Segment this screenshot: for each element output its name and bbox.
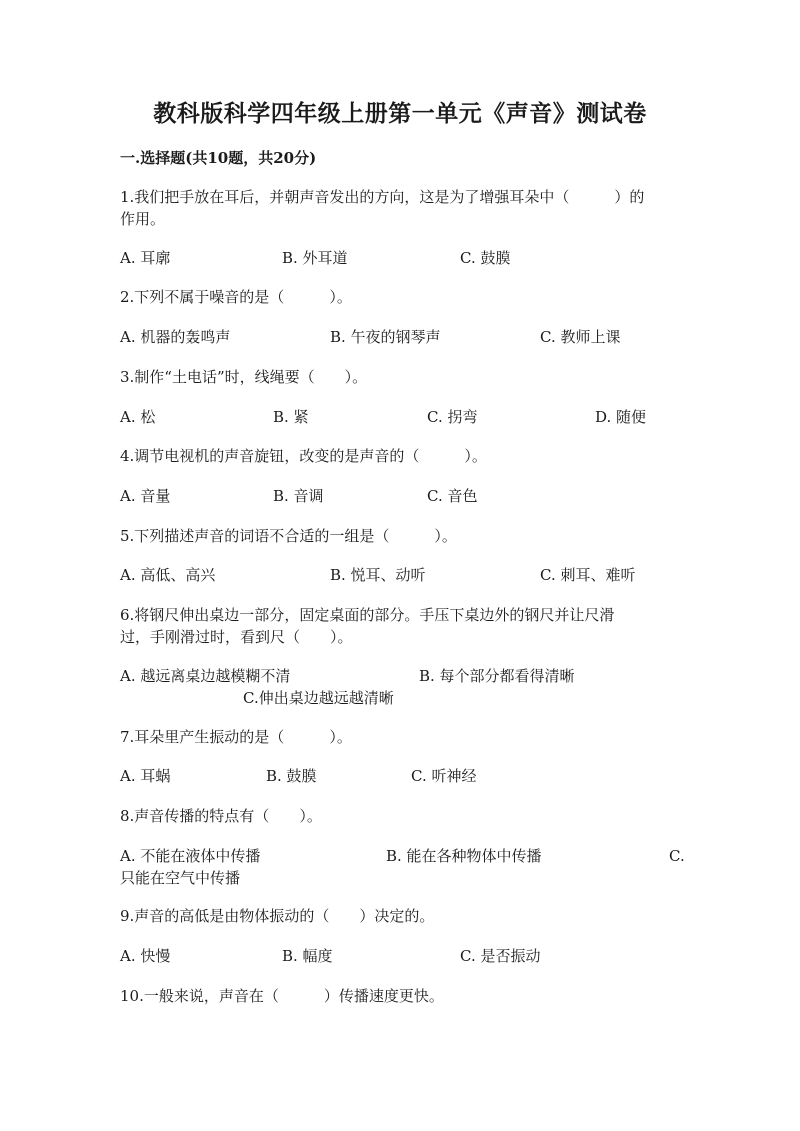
question-6-option-c[interactable]: C.伸出桌边越远越清晰 bbox=[243, 689, 394, 707]
question-7-line-1: 7.耳朵里产生振动的是（ ）。 bbox=[120, 728, 352, 746]
question-6-option-a[interactable]: A. 越远离桌边越模糊不清 bbox=[120, 667, 291, 685]
question-1-option-a[interactable]: A. 耳廓 bbox=[120, 249, 171, 267]
question-4-option-b[interactable]: B. 音调 bbox=[273, 487, 324, 505]
question-3-line-1: 3.制作“土电话”时，线绳要（ ）。 bbox=[120, 368, 368, 386]
question-7-option-b[interactable]: B. 鼓膜 bbox=[266, 767, 317, 785]
question-9-line-1: 9.声音的高低是由物体振动的（ ）决定的。 bbox=[120, 907, 435, 925]
question-4-line-1: 4.调节电视机的声音旋钮，改变的是声音的（ ）。 bbox=[120, 447, 487, 465]
question-6-line-1: 6.将钢尺伸出桌边一部分，固定桌面的部分。手压下桌边外的钢尺并让尺滑 bbox=[120, 606, 615, 624]
question-1-line-1: 1.我们把手放在耳后，并朝声音发出的方向，这是为了增强耳朵中（ ）的 bbox=[120, 188, 645, 206]
question-1-option-c[interactable]: C. 鼓膜 bbox=[460, 249, 511, 267]
question-8-line-1: 8.声音传播的特点有（ ）。 bbox=[120, 807, 322, 825]
question-8-option-c-label[interactable]: C. bbox=[669, 847, 685, 865]
question-2-option-a[interactable]: A. 机器的轰鸣声 bbox=[120, 328, 231, 346]
question-3-option-a[interactable]: A. 松 bbox=[120, 408, 156, 426]
question-5-option-a[interactable]: A. 高低、高兴 bbox=[120, 566, 216, 584]
question-4-option-c[interactable]: C. 音色 bbox=[427, 487, 478, 505]
question-8-option-c-text[interactable]: 只能在空气中传播 bbox=[120, 869, 241, 887]
question-6-line-2: 过，手刚滑过时，看到尺（ ）。 bbox=[120, 628, 353, 646]
section-heading: 一.选择题(共10题，共20分) bbox=[120, 149, 317, 167]
question-1-line-2: 作用。 bbox=[120, 210, 166, 228]
question-5-option-c[interactable]: C. 刺耳、难听 bbox=[540, 566, 636, 584]
question-2-option-c[interactable]: C. 教师上课 bbox=[540, 328, 621, 346]
question-3-option-c[interactable]: C. 拐弯 bbox=[427, 408, 478, 426]
question-10-line-1: 10.一般来说，声音在（ ）传播速度更快。 bbox=[120, 987, 444, 1005]
question-7-option-a[interactable]: A. 耳蜗 bbox=[120, 767, 171, 785]
question-1-option-b[interactable]: B. 外耳道 bbox=[282, 249, 348, 267]
question-9-option-a[interactable]: A. 快慢 bbox=[120, 947, 171, 965]
question-3-option-d[interactable]: D. 随便 bbox=[595, 408, 647, 426]
question-8-option-a[interactable]: A. 不能在液体中传播 bbox=[120, 847, 261, 865]
question-4-option-a[interactable]: A. 音量 bbox=[120, 487, 171, 505]
question-9-option-b[interactable]: B. 幅度 bbox=[282, 947, 333, 965]
question-5-option-b[interactable]: B. 悦耳、动听 bbox=[330, 566, 426, 584]
page-title: 教科版科学四年级上册第一单元《声音》测试卷 bbox=[153, 100, 647, 127]
question-9-option-c[interactable]: C. 是否振动 bbox=[460, 947, 541, 965]
question-2-option-b[interactable]: B. 午夜的钢琴声 bbox=[330, 328, 441, 346]
question-2-line-1: 2.下列不属于噪音的是（ ）。 bbox=[120, 288, 352, 306]
question-3-option-b[interactable]: B. 紧 bbox=[273, 408, 309, 426]
question-6-option-b[interactable]: B. 每个部分都看得清晰 bbox=[419, 667, 575, 685]
question-8-option-b[interactable]: B. 能在各种物体中传播 bbox=[386, 847, 542, 865]
question-5-line-1: 5.下列描述声音的词语不合适的一组是（ ）。 bbox=[120, 527, 457, 545]
question-7-option-c[interactable]: C. 听神经 bbox=[411, 767, 477, 785]
